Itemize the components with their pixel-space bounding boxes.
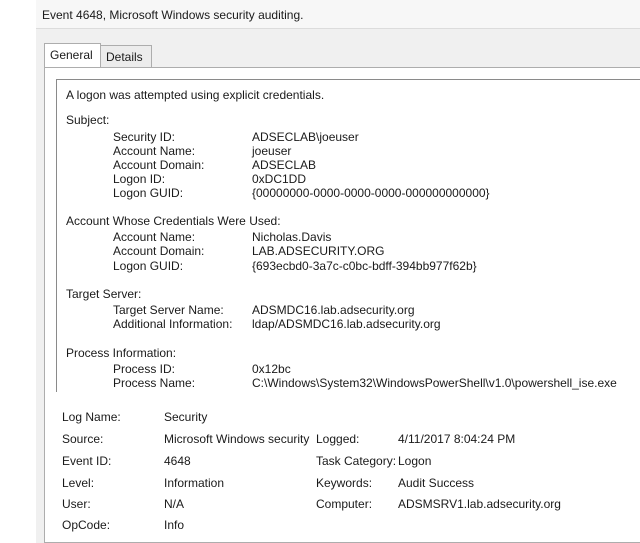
level-value: Information <box>164 476 225 490</box>
task-category-label: Task Category: <box>316 454 397 468</box>
field-value: 0xDC1DD <box>252 172 307 186</box>
log-name-value: Security <box>164 410 208 424</box>
field-value: joeuser <box>252 144 292 158</box>
field-label: Account Name: <box>113 144 196 158</box>
field-value: Nicholas.Davis <box>252 230 332 244</box>
log-name-label: Log Name: <box>62 410 121 424</box>
opcode-label: OpCode: <box>62 518 111 532</box>
field-value: 0x12bc <box>252 362 291 376</box>
process-heading: Process Information: <box>66 346 177 360</box>
field-value: ldap/ADSMDC16.lab.adsecurity.org <box>252 317 441 331</box>
field-label: Logon ID: <box>113 172 166 186</box>
target-heading: Target Server: <box>66 287 142 301</box>
field-value: ADSMDC16.lab.adsecurity.org <box>252 303 415 317</box>
tab-details[interactable]: Details <box>100 45 152 67</box>
field-label: Account Domain: <box>113 158 205 172</box>
source-value: Microsoft Windows security <box>164 432 310 446</box>
field-label: Logon GUID: <box>113 259 184 273</box>
field-label: Additional Information: <box>113 317 233 331</box>
title-bar <box>36 0 640 29</box>
opcode-value: Info <box>164 518 185 532</box>
computer-label: Computer: <box>316 497 373 511</box>
field-label: Account Name: <box>113 230 196 244</box>
event-id-value: 4648 <box>164 454 191 468</box>
keywords-value: Audit Success <box>398 476 475 490</box>
user-value: N/A <box>164 497 185 511</box>
computer-value: ADSMSRV1.lab.adsecurity.org <box>398 497 561 511</box>
level-label: Level: <box>62 476 95 490</box>
field-label: Security ID: <box>113 130 176 144</box>
task-category-value: Logon <box>398 454 432 468</box>
field-label: Logon GUID: <box>113 186 184 200</box>
subject-heading: Subject: <box>66 113 110 127</box>
source-label: Source: <box>62 432 104 446</box>
window-title: Event 4648, Microsoft Windows security auditing. <box>42 8 304 22</box>
field-label: Target Server Name: <box>113 303 224 317</box>
tab-general[interactable]: General <box>44 43 101 67</box>
user-label: User: <box>62 497 91 511</box>
field-value: {693ecbd0-3a7c-c0bc-bdff-394bb977f62b} <box>252 259 477 273</box>
logged-value: 4/11/2017 8:04:24 PM <box>398 432 516 446</box>
field-value: ADSECLAB\joeuser <box>252 130 359 144</box>
field-label: Process ID: <box>113 362 176 376</box>
field-label: Process Name: <box>113 376 196 390</box>
field-value: ADSECLAB <box>252 158 317 172</box>
field-value: {00000000-0000-0000-0000-000000000000} <box>252 186 490 200</box>
event-id-label: Event ID: <box>62 454 112 468</box>
description-intro: A logon was attempted using explicit credentials. <box>66 88 325 102</box>
field-value: C:\Windows\System32\WindowsPowerShell\v1.0\powershell_ise.exe <box>252 376 617 390</box>
field-label: Account Domain: <box>113 244 205 258</box>
keywords-label: Keywords: <box>316 476 373 490</box>
logged-label: Logged: <box>316 432 360 446</box>
credentials-heading: Account Whose Credentials Were Used: <box>66 214 281 228</box>
field-value: LAB.ADSECURITY.ORG <box>252 244 385 258</box>
